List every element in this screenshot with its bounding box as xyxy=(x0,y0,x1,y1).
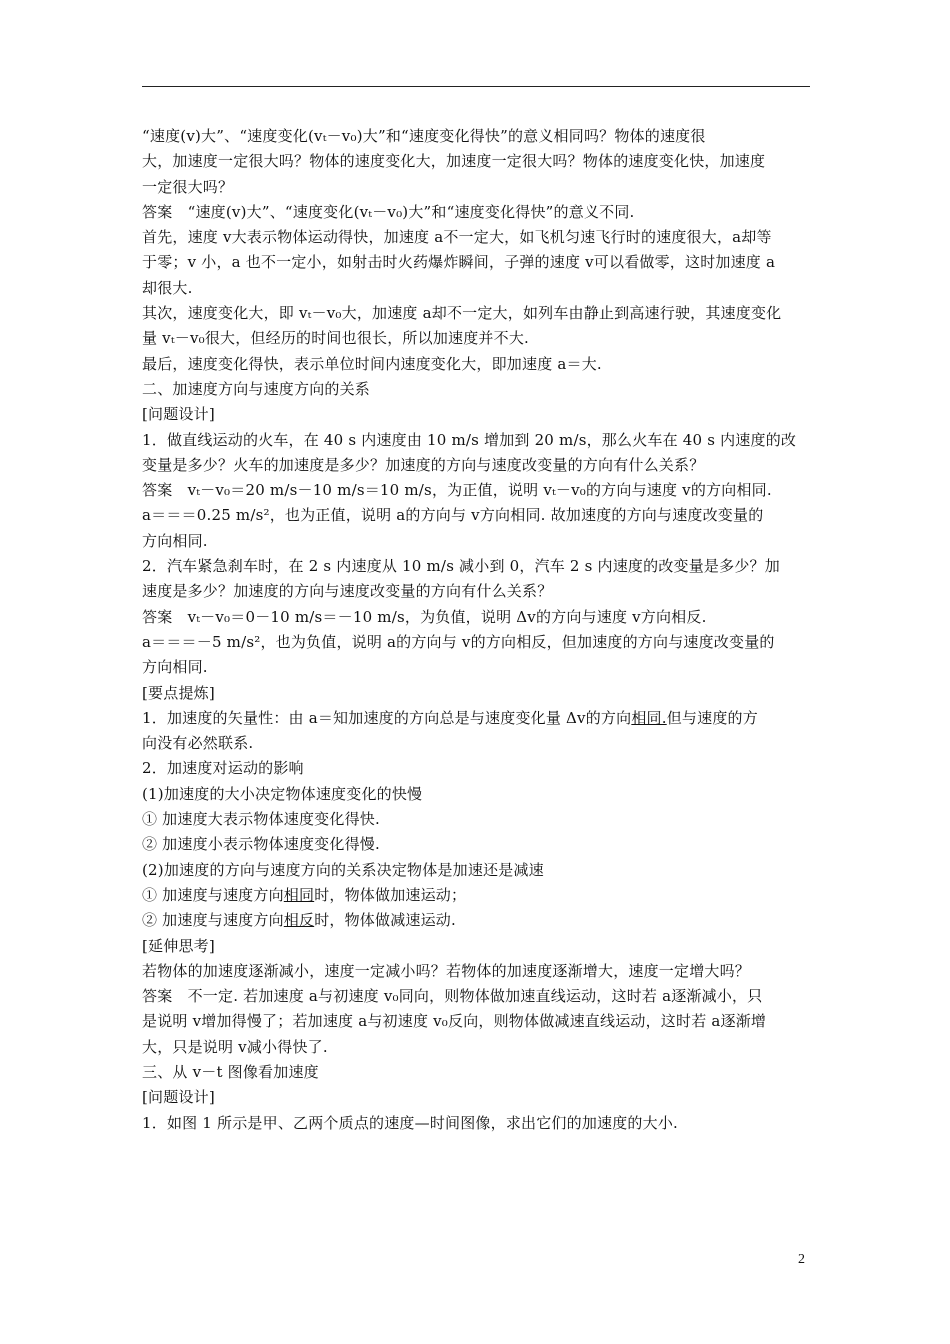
answer-line: 答案 vₜ－v₀＝20 m/s－10 m/s＝10 m/s，为正值，说明 vₜ－v₀的方向与速度 v的方向相同. xyxy=(142,481,772,500)
underlined-answer: 相同. xyxy=(631,708,667,727)
text-line: 于零；v 小，a 也不一定小，如射击时火药爆炸瞬间，子弹的速度 v可以看做零，这时加速度 a xyxy=(142,253,776,272)
text-line: 其次，速度变化大，即 vₜ－v₀大，加速度 a却不一定大，如列车由静止到高速行驶，其速度变化 xyxy=(142,304,782,323)
section-heading: 二、加速度方向与速度方向的关系 xyxy=(142,379,371,398)
header-rule xyxy=(142,86,810,87)
question-line: 2．汽车紧急刹车时，在 2 s 内速度从 10 m/s 减小到 0，汽车 2 s 内速度的改变量是多少？加 xyxy=(142,557,780,576)
text-line: 首先，速度 v大表示物体运动得快，加速度 a不一定大，如飞机匀速飞行时的速度很大，a却等 xyxy=(142,228,772,247)
text-line: 大，只是说明 v减小得快了. xyxy=(142,1037,328,1056)
text-line: ① 加速度大表示物体速度变化得快. xyxy=(142,810,380,829)
text-span: 时，物体做减速运动. xyxy=(314,911,456,930)
question-line: 若物体的加速度逐渐减小，速度一定减小吗？若物体的加速度逐渐增大，速度一定增大吗？ xyxy=(142,961,751,980)
question-line: 速度是多少？加速度的方向与速度改变量的方向有什么关系？ xyxy=(142,582,553,601)
text-line: 方向相同. xyxy=(142,658,208,677)
answer-line: 答案 不一定. 若加速度 a与初速度 v₀同向，则物体做加速直线运动，这时若 a逐渐减小，只 xyxy=(142,987,763,1006)
question-line: 1．做直线运动的火车，在 40 s 内速度由 10 m/s 增加到 20 m/s，那么火车在 40 s 内速度的改 xyxy=(142,430,797,449)
text-span: ① 加速度与速度方向 xyxy=(142,885,284,904)
answer-line: 答案 vₜ－v₀＝0－10 m/s＝－10 m/s，为负值，说明 Δv的方向与速度 v方向相反. xyxy=(142,607,707,626)
text-line: 大，加速度一定很大吗？物体的速度变化大，加速度一定很大吗？物体的速度变化快，加速度 xyxy=(142,152,766,171)
text-line: ② 加速度小表示物体速度变化得慢. xyxy=(142,835,380,854)
underlined-answer: 相同 xyxy=(283,885,315,904)
text-line: 是说明 v增加得慢了；若加速度 a与初速度 v₀反向，则物体做减速直线运动，这时若 a逐渐增 xyxy=(142,1012,767,1031)
question-line: 变量是多少？火车的加速度是多少？加速度的方向与速度改变量的方向有什么关系？ xyxy=(142,455,705,474)
text-line: 向没有必然联系. xyxy=(142,734,254,753)
text-line: 一定很大吗？ xyxy=(142,177,234,196)
page-body xyxy=(142,124,810,1136)
text-line: 方向相同. xyxy=(142,531,208,550)
text-line: (2)加速度的方向与速度方向的关系决定物体是加速还是减速 xyxy=(142,860,544,879)
text-line xyxy=(142,908,810,933)
text-line: (1)加速度的大小决定物体速度变化的快慢 xyxy=(142,784,423,803)
text-line: a＝＝＝－5 m/s²，也为负值，说明 a的方向与 v的方向相反，但加速度的方向与速度改变量的 xyxy=(142,632,775,651)
text-line xyxy=(142,883,810,908)
subsection-label: [问题设计] xyxy=(142,1088,215,1107)
text-span: 时，物体做加速运动； xyxy=(314,885,467,904)
text-line: 最后，速度变化得快，表示单位时间内速度变化大，即加速度 a＝大. xyxy=(142,354,602,373)
subsection-label: [延伸思考] xyxy=(142,936,215,955)
section-heading: 三、从 v－t 图像看加速度 xyxy=(142,1062,319,1081)
text-line: 量 vₜ－v₀很大，但经历的时间也很长，所以加速度并不大. xyxy=(142,329,529,348)
underlined-answer: 相反 xyxy=(283,911,315,930)
subsection-label: [问题设计] xyxy=(142,405,215,424)
question-line: 1．如图 1 所示是甲、乙两个质点的速度—时间图像，求出它们的加速度的大小. xyxy=(142,1113,678,1132)
text-line: 2．加速度对运动的影响 xyxy=(142,759,304,778)
text-span: ② 加速度与速度方向 xyxy=(142,911,284,930)
text-line: 却很大. xyxy=(142,278,193,297)
answer-line: 答案 “速度(v)大”、“速度变化(vₜ－v₀)大”和“速度变化得快”的意义不同. xyxy=(142,202,635,221)
text-span: 1．加速度的矢量性：由 a＝知加速度的方向总是与速度变化量 Δv的方向 xyxy=(142,708,632,727)
page-number: 2 xyxy=(798,1252,805,1267)
text-line: a＝＝＝0.25 m/s²，也为正值，说明 a的方向与 v方向相同. 故加速度的方向与速度改变量的 xyxy=(142,506,764,525)
subsection-label: [要点提炼] xyxy=(142,683,215,702)
text-span: 但与速度的方 xyxy=(666,708,758,727)
text-line: “速度(v)大”、“速度变化(vₜ－v₀)大”和“速度变化得快”的意义相同吗？物体的速度很 xyxy=(142,127,706,145)
text-line xyxy=(142,706,810,731)
